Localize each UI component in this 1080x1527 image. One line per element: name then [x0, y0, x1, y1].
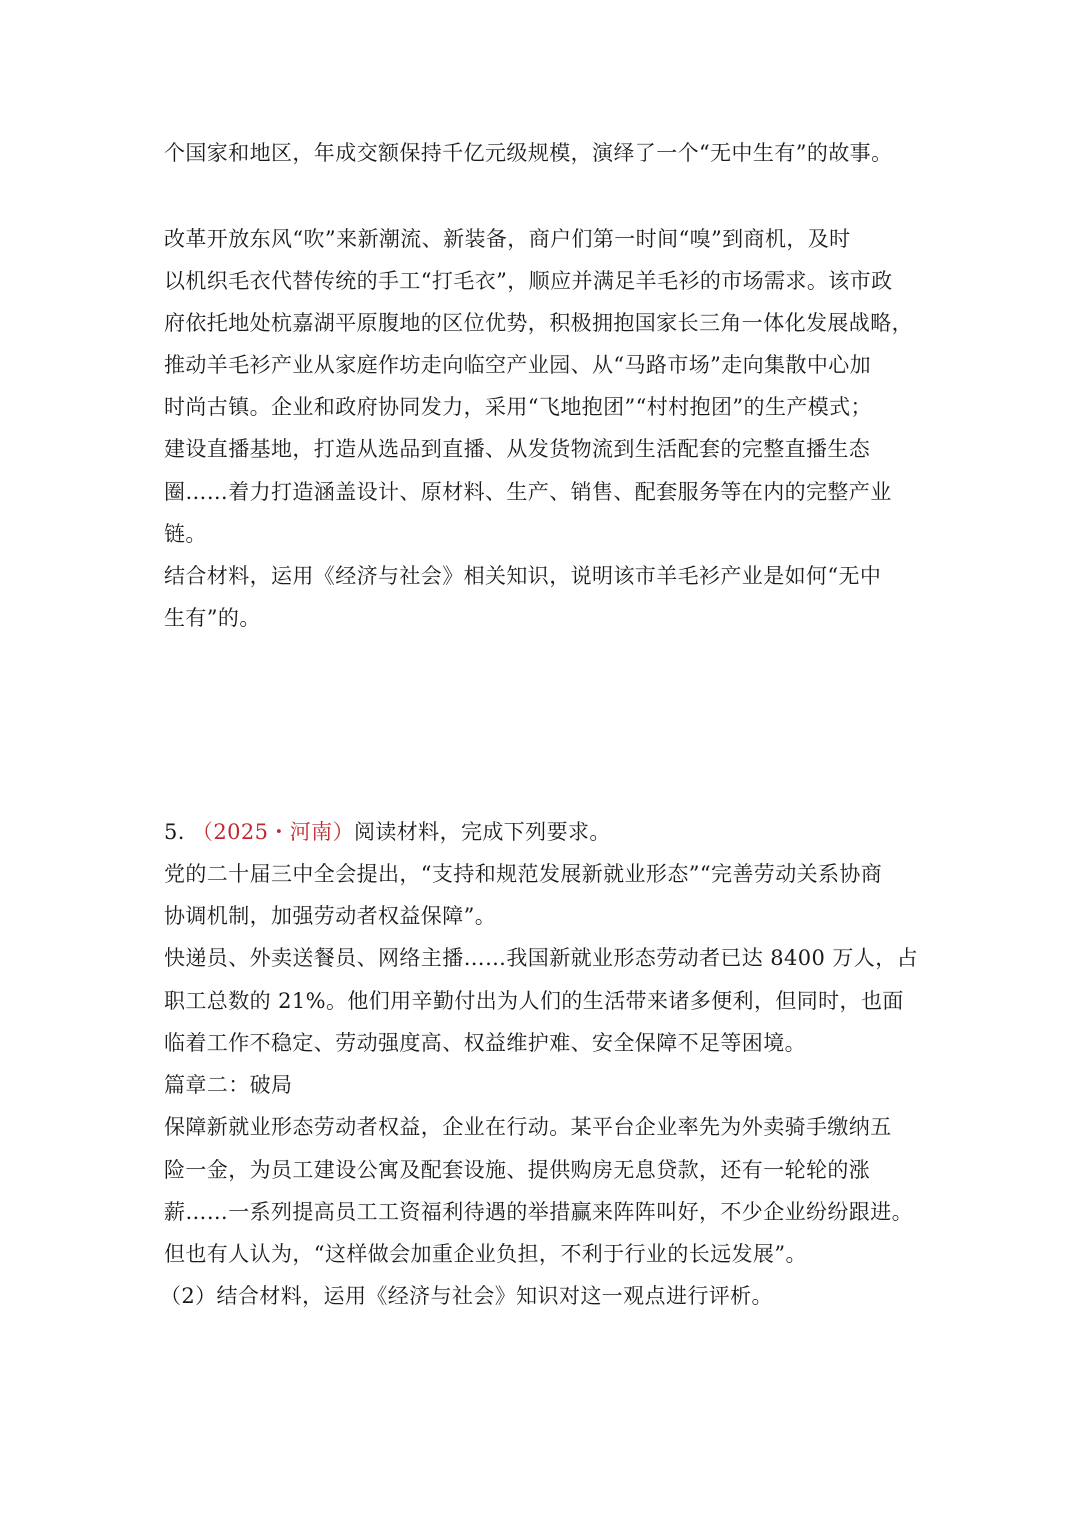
paragraph-line: 时尚古镇。企业和政府协同发力，采用“飞地抱团”“村村抱团”的生产模式； [164, 395, 872, 419]
question-number: 5. [164, 820, 185, 844]
paragraph-line: 链。 [164, 522, 207, 546]
section-heading: 篇章二：破局 [164, 1073, 293, 1097]
paragraph-line: 党的二十届三中全会提出，“支持和规范发展新就业形态”“完善劳动关系协商 [164, 862, 883, 886]
paragraph-line: 保障新就业形态劳动者权益，企业在行动。某平台企业率先为外卖骑手缴纳五 [164, 1115, 892, 1139]
sub-question-prompt: （2）结合材料，运用《经济与社会》知识对这一观点进行评析。 [160, 1284, 773, 1308]
paragraph-line: 临着工作不稳定、劳动强度高、权益维护难、安全保障不足等困境。 [164, 1031, 806, 1055]
paragraph-line: 快递员、外卖送餐员、网络主播……我国新就业形态劳动者已达 8400 万人，占 [164, 946, 918, 970]
paragraph-line: 职工总数的 21%。他们用辛勤付出为人们的生活带来诸多便利，但同时，也面 [164, 989, 904, 1013]
paragraph-line: 圈……着力打造涵盖设计、原材料、生产、销售、配套服务等在内的完整产业 [164, 480, 892, 504]
paragraph-line: 建设直播基地，打造从选品到直播、从发货物流到生活配套的完整直播生态 [164, 437, 871, 461]
question-5-header [164, 817, 611, 847]
paragraph-line: 薪……一系列提高员工工资福利待遇的举措赢来阵阵叫好，不少企业纷纷跟进。 [164, 1200, 913, 1224]
question-prompt-line: 生有”的。 [164, 606, 261, 630]
paragraph-line: 险一金，为员工建设公寓及配套设施、提供购房无息贷款，还有一轮轮的涨 [164, 1158, 871, 1182]
paragraph-line: 推动羊毛衫产业从家庭作坊走向临空产业园、从“马路市场”走向集散中心加 [164, 353, 872, 377]
question-instruction: 阅读材料，完成下列要求。 [353, 820, 611, 844]
question-prompt-line: 结合材料，运用《经济与社会》相关知识，说明该市羊毛衫产业是如何“无中 [164, 564, 882, 588]
question-source: （2025・河南） [191, 820, 354, 844]
paragraph-line: 个国家和地区，年成交额保持千亿元级规模，演绎了一个“无中生有”的故事。 [164, 141, 893, 165]
paragraph-line: 但也有人认为，“这样做会加重企业负担，不利于行业的长远发展”。 [164, 1242, 807, 1266]
paragraph-line: 改革开放东风“吹”来新潮流、新装备，商户们第一时间“嗅”到商机，及时 [164, 227, 851, 251]
paragraph-line: 以机织毛衣代替传统的手工“打毛衣”，顺应并满足羊毛衫的市场需求。该市政 [164, 269, 893, 293]
paragraph-line: 协调机制，加强劳动者权益保障”。 [164, 904, 497, 928]
paragraph-line: 府依托地处杭嘉湖平原腹地的区位优势，积极拥抱国家长三角一体化发展战略， [164, 311, 913, 335]
